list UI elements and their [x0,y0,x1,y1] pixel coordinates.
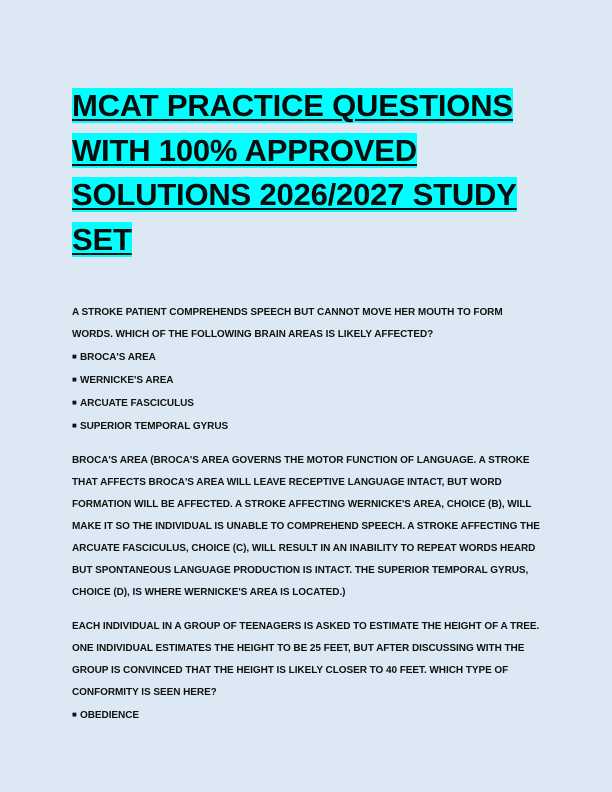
question-text: A STROKE PATIENT COMPREHENDS SPEECH BUT CANNOT MOVE HER MOUTH TO FORM WORDS. WHICH OF THE FOLLOWING BRAIN AREAS IS LIKELY AFFECTED? [72,307,503,340]
option-item [72,415,544,438]
answer-block-1 [72,450,544,604]
document-title [72,84,540,262]
question-block-1 [72,302,544,438]
option-label: SUPERIOR TEMPORAL GYRUS [80,421,229,432]
bullet-icon: ■ [72,398,77,407]
title-line-4: SET [72,221,132,257]
answer-explanation: BROCA'S AREA (BROCA'S AREA GOVERNS THE MOTOR FUNCTION OF LANGUAGE. A STROKE THAT AFFECTS BROCA'S AREA WILL LEAVE RECEPTIVE LANGUAGE INTACT, BUT WORD FORMATION WILL BE AFFECTED. A STROKE AFFECTING WERNICKE'S AREA, CHOICE (B), WILL MAKE IT SO THE INDIVIDUAL IS UNABLE TO COMPREHEND SPEECH. A STROKE AFFECTING THE ARCUATE FASCICULUS, CHOICE (C), WILL RESULT IN AN INABILITY TO REPEAT WORDS HEARD BUT SPONTANEOUS LANGUAGE PRODUCTION IS INTACT. THE SUPERIOR TEMPORAL GYRUS, CHOICE (D), IS WHERE WERNICKE'S AREA IS LOCATED.) [72,455,540,598]
option-label: BROCA'S AREA [80,352,156,363]
title-line-3: SOLUTIONS 2026/2027 STUDY [72,177,517,212]
option-label: WERNICKE'S AREA [80,375,174,386]
spacer [72,438,544,450]
option-item [72,704,544,727]
option-label: ARCUATE FASCICULUS [80,398,194,409]
bullet-icon: ■ [72,352,77,361]
title-line-2: WITH 100% APPROVED [72,132,417,168]
option-label: OBEDIENCE [80,710,140,721]
bullet-icon: ■ [72,375,77,384]
document-body [72,302,544,727]
title-line-1: MCAT PRACTICE QUESTIONS [72,88,513,123]
spacer [72,604,544,616]
option-item [72,346,544,369]
question-text: EACH INDIVIDUAL IN A GROUP OF TEENAGERS IS ASKED TO ESTIMATE THE HEIGHT OF A TREE. ONE INDIVIDUAL ESTIMATES THE HEIGHT TO BE 25 FEET, BUT AFTER DISCUSSING WITH THE GROUP IS CONVINCED THAT THE HEIGHT IS LIKELY CLOSER TO 40 FEET. WHICH TYPE OF CONFORMITY IS SEEN HERE? [72,621,540,698]
option-item [72,369,544,392]
question-block-2 [72,616,544,727]
title-block [72,84,540,262]
bullet-icon: ■ [72,421,77,430]
option-item [72,392,544,415]
bullet-icon: ■ [72,710,77,719]
